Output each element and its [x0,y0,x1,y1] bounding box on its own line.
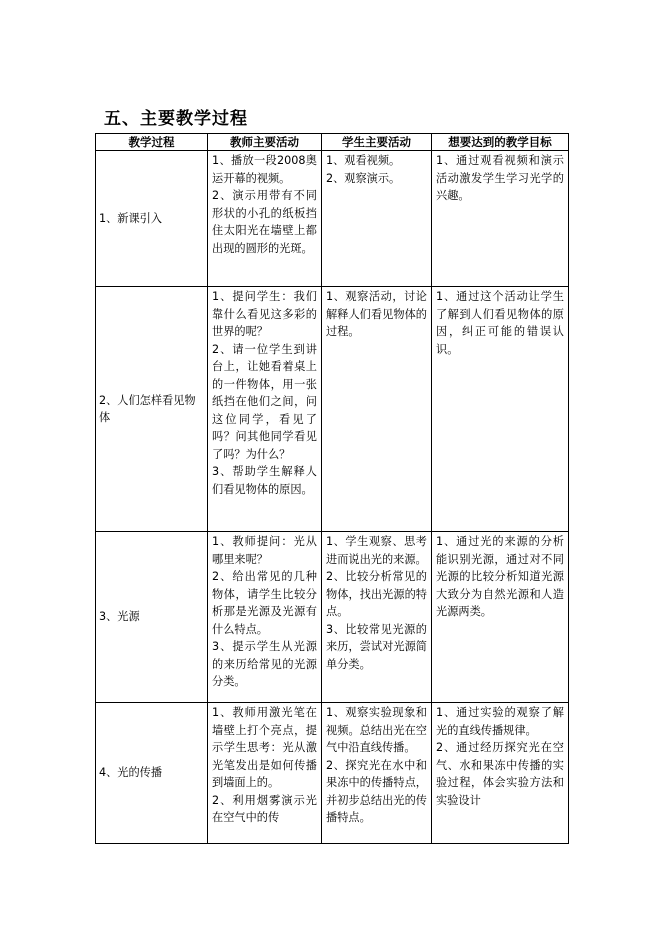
stage-cell: 3、光源 [96,532,208,703]
teacher-activity-cell [208,703,322,844]
goal-item: 2、通过经历探究光在空气、水和果冻中传播的实验过程，体会实验方法和实验设计 [436,741,564,807]
goal-item: 1、通过这个活动让学生了解到人们看见物体的原因，纠正可能的错误认识。 [436,290,564,356]
goal-item: 1、通过观看视频和演示活动激发学生学习光学的兴趣。 [436,154,564,202]
student-activity-item: 3、比较常见光源的来历，尝试对光源简单分类。 [326,622,427,671]
teacher-activity-cell [208,287,322,532]
teacher-activity-item: 2、请一位学生到讲台上，让她看着桌上的一件物体，用一张纸挡在他们之间，问这位同学，看见了吗？问其他同学看见了吗？为什么？ [212,342,317,461]
stage-cell: 1、新课引入 [96,151,208,287]
student-activity-cell [322,287,432,532]
table-row [96,151,569,287]
teacher-activity-item: 1、提问学生：我们靠什么看见这多彩的世界的呢？ [212,290,317,338]
student-activity-item: 2、比较分析常见的物体，找出光源的特点。 [326,570,427,618]
student-activity-item: 1、观看视频。 [326,154,401,167]
table-row [96,532,569,703]
teacher-activity-item: 1、教师提问：光从哪里来呢？ [212,535,317,566]
teacher-activity-item: 2、给出常见的几种物体，请学生比较分析那是光源及光源有什么特点。 [212,570,317,636]
student-activity-item: 1、观察活动，讨论解释人们看见物体的过程。 [326,290,427,338]
teaching-process-table [95,133,569,844]
student-activity-cell [322,151,432,287]
teacher-activity-item: 1、播放一段2008奥运开幕的视频。 [212,154,317,185]
student-activity-cell [322,703,432,844]
goal-cell [432,703,569,844]
table-header-row [96,134,569,151]
teacher-activity-item: 1、教师用激光笔在墙壁上打个亮点，提示学生思考：光从激光笔发出是如何传播到墙面上的。 [212,706,317,789]
section-heading: 五、主要教学过程 [104,109,248,129]
goal-cell [432,151,569,287]
teacher-activity-cell [208,151,322,287]
goal-cell [432,532,569,703]
column-header-goal: 想要达到的教学目标 [432,134,569,151]
teacher-activity-item: 2、利用烟雾演示光在空气中的传 [212,793,317,824]
student-activity-item: 2、探究光在水中和果冻中的传播特点，并初步总结出光的传播特点。 [326,758,427,824]
stage-cell: 4、光的传播 [96,703,208,844]
stage-cell: 2、人们怎样看见物体 [96,287,208,532]
table-row [96,287,569,532]
column-header-teacher: 教师主要活动 [208,134,322,151]
student-activity-item: 2、观察演示。 [326,171,401,185]
teacher-activity-item: 3、帮助学生解释人们看见物体的原因。 [212,465,317,496]
table-row [96,703,569,844]
teacher-activity-cell [208,532,322,703]
teacher-activity-item: 3、提示学生从光源的来历给常见的光源分类。 [212,640,317,688]
teacher-activity-item: 2、演示用带有不同形状的小孔的纸板挡住太阳光在墙壁上都出现的圆形的光斑。 [212,189,317,255]
student-activity-item: 1、观察实验现象和视频。总结出光在空气中沿直线传播。 [326,706,427,754]
column-header-stage: 教学过程 [96,134,208,151]
goal-item: 1、通过实验的观察了解光的直线传播规律。 [436,706,564,737]
goal-item: 1、通过光的来源的分析能识别光源，通过对不同光源的比较分析知道光源大致分为自然光源和人造光源两类。 [436,535,564,618]
goal-cell [432,287,569,532]
student-activity-cell [322,532,432,703]
column-header-student: 学生主要活动 [322,134,432,151]
student-activity-item: 1、学生观察、思考进而说出光的来源。 [326,535,427,566]
